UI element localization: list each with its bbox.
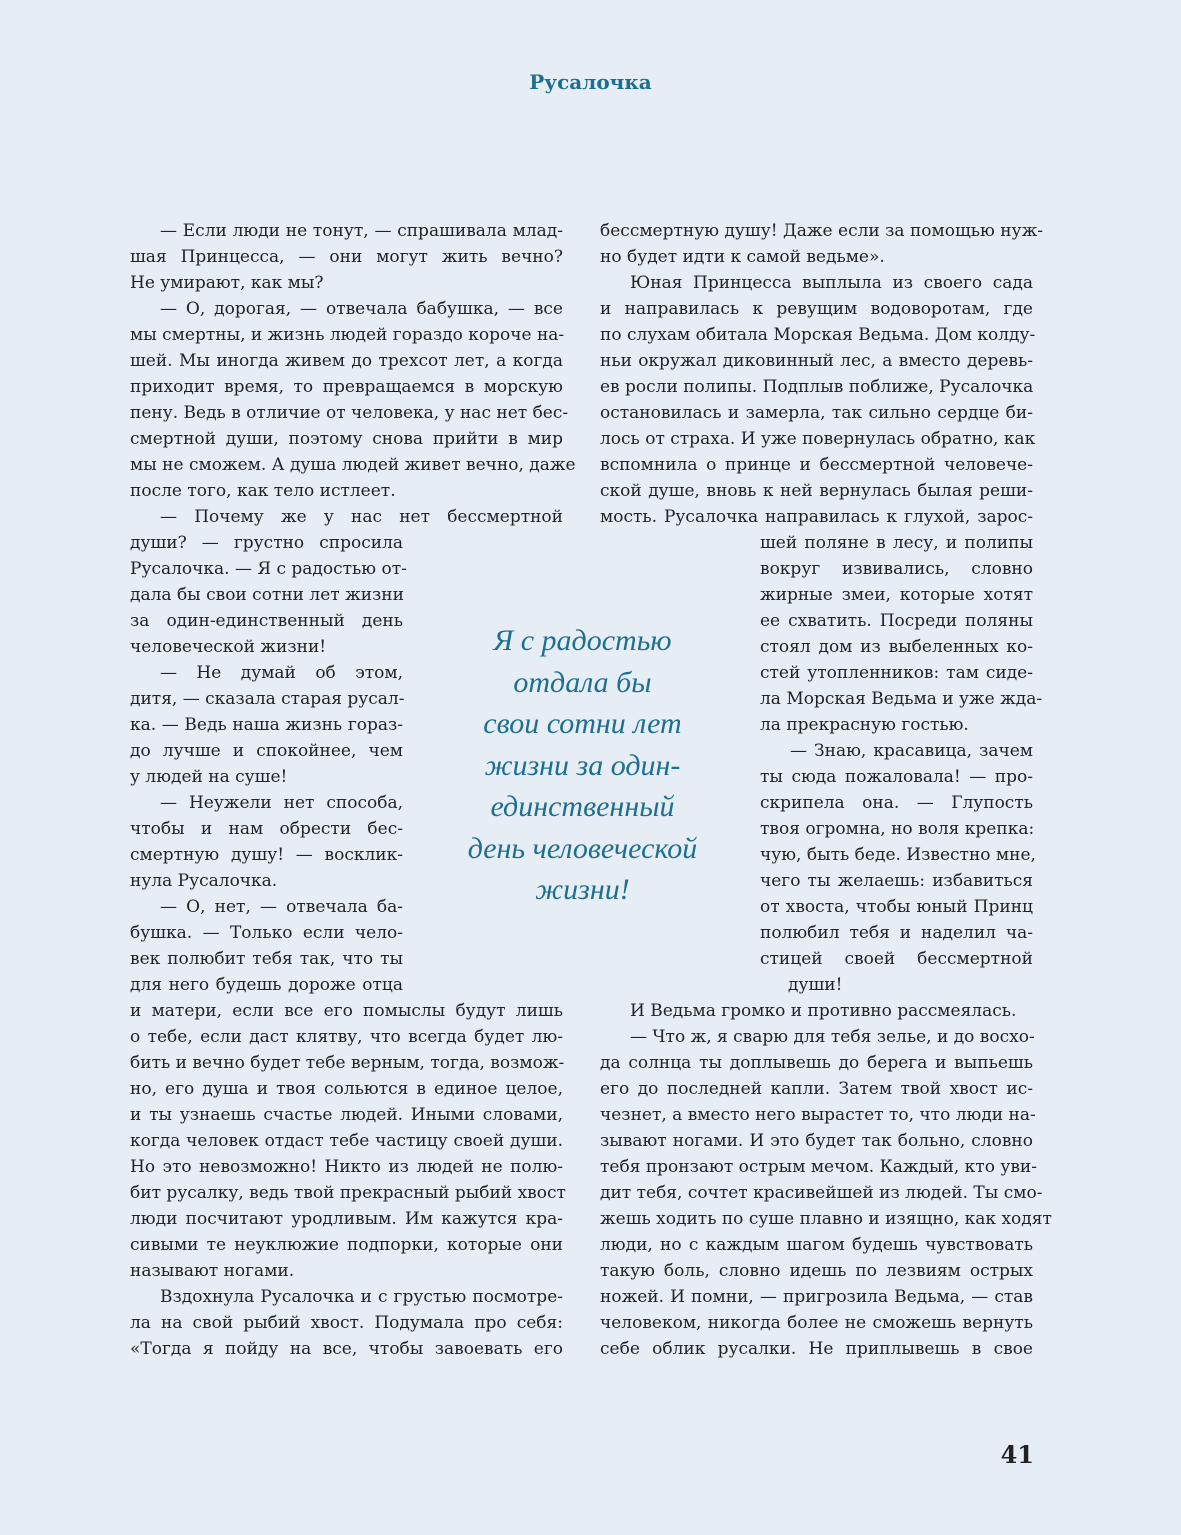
text-line: ее схватить. Посреди поляны xyxy=(760,611,1033,631)
text-line: чую, быть беде. Известно мне, xyxy=(760,845,1036,865)
text-line: ев росли полипы. Подплыв поближе, Русалочка xyxy=(600,377,1034,397)
text-line: мы смертны, и жизнь людей гораздо короче на- xyxy=(130,325,565,345)
text-line: «Тогда я пойду на все, чтобы завоевать его xyxy=(130,1339,563,1359)
text-line: нула Русалочка. xyxy=(130,871,278,891)
text-line: чтобы и нам обрести бес- xyxy=(130,819,403,839)
text-line: от хвоста, чтобы юный Принц xyxy=(760,897,1033,917)
text-line: — Неужели нет способа, xyxy=(160,793,403,813)
text-line: себе облик русалки. Не приплывешь в свое xyxy=(600,1339,1033,1359)
text-line: дала бы свои сотни лет жизни xyxy=(130,585,404,605)
text-line: пену. Ведь в отличие от человека, у нас нет бес- xyxy=(130,403,569,423)
text-line: дитя, — сказала старая русал- xyxy=(130,689,405,709)
text-line: смертной души, поэтому снова прийти в мир xyxy=(130,429,563,449)
text-line: Но это невозможно! Никто из людей не полю- xyxy=(130,1157,563,1177)
text-line: ножей. И помни, — пригрозила Ведьма, — став xyxy=(600,1287,1033,1307)
pull-quote xyxy=(440,620,725,911)
text-line: жешь ходить по суше плавно и изящно, как ходят xyxy=(600,1209,1052,1229)
text-line: такую боль, словно идешь по лезвиям острых xyxy=(600,1261,1033,1281)
text-line: Не умирают, как мы? xyxy=(130,273,324,293)
text-line: и матери, если все его помыслы будут лишь xyxy=(130,1001,563,1021)
text-line: век полюбит тебя так, что ты xyxy=(130,949,403,969)
text-line: дит тебя, сочтет красивейшей из людей. Ты смо- xyxy=(600,1183,1043,1203)
text-line: для него будешь дороже отца xyxy=(130,975,403,995)
pull-quote-line: Я с радостью xyxy=(493,624,672,657)
text-line: но, его душа и твоя сольются в единое целое, xyxy=(130,1079,563,1099)
text-line: и ты узнаешь счастье людей. Иными словами, xyxy=(130,1105,563,1125)
pull-quote-line: свои сотни лет xyxy=(483,707,682,740)
text-line: люди посчитают уродливым. Им кажутся кра- xyxy=(130,1209,563,1229)
text-line: люди, но с каждым шагом будешь чувствовать xyxy=(600,1235,1033,1255)
text-line: ка. — Ведь наша жизнь гораз- xyxy=(130,715,403,735)
text-line: ла прекрасную гостью. xyxy=(760,715,969,735)
text-line: мы не сможем. А душа людей живет вечно, даже xyxy=(130,455,576,475)
text-line: когда человек отдаст тебе частицу своей души. xyxy=(130,1131,563,1151)
text-line: чезнет, а вместо него вырастет то, что люди на- xyxy=(600,1105,1036,1125)
text-line: стей утопленников: там сиде- xyxy=(760,663,1033,683)
text-line: бит русалку, ведь твой прекрасный рыбий хвост xyxy=(130,1183,566,1203)
text-line: до лучше и спокойнее, чем xyxy=(130,741,403,761)
pull-quote-line: день человеческой xyxy=(467,831,698,865)
text-line: ской душе, вновь к ней вернулась былая реши- xyxy=(600,481,1033,501)
text-line: ла на свой рыбий хвост. Подумала про себя: xyxy=(130,1313,563,1333)
text-line: ньи окружал диковинный лес, а вместо деревь- xyxy=(600,351,1033,371)
text-line: после того, как тело истлеет. xyxy=(130,481,396,501)
text-line: — О, нет, — отвечала ба- xyxy=(160,897,403,917)
text-line: у людей на суше! xyxy=(130,767,288,787)
text-line: души? — грустно спросила xyxy=(130,533,403,553)
text-line: Юная Принцесса выплыла из своего сада xyxy=(630,273,1033,293)
text-line: жирные змеи, которые хотят xyxy=(760,585,1033,605)
text-line: его до последней капли. Затем твой хвост ис- xyxy=(600,1079,1033,1099)
pull-quote-line: отдала бы xyxy=(513,665,652,699)
text-line: по слухам обитала Морская Ведьма. Дом колду- xyxy=(600,325,1036,345)
text-line: стоял дом из выбеленных ко- xyxy=(760,637,1033,657)
text-line: называют ногами. xyxy=(130,1261,295,1281)
text-line: скрипела она. — Глупость xyxy=(760,793,1033,813)
text-line: вокруг извивались, словно xyxy=(760,559,1033,579)
text-line: — Что ж, я сварю для тебя зелье, и до восхо- xyxy=(630,1027,1035,1047)
text-line: стицей своей бессмертной xyxy=(760,949,1033,969)
text-line: Русалочка. — Я с радостью от- xyxy=(130,559,407,579)
text-line: чего ты желаешь: избавиться xyxy=(760,871,1033,891)
text-line: и направилась к ревущим водоворотам, где xyxy=(600,299,1033,319)
text-line: — О, дорогая, — отвечала бабушка, — все xyxy=(160,299,563,319)
text-line: человеком, никогда более не сможешь вернуть xyxy=(600,1313,1033,1333)
text-line: Вздохнула Русалочка и с грустью посмотре- xyxy=(160,1287,563,1307)
text-line: шей. Мы иногда живем до трехсот лет, а когда xyxy=(130,351,563,371)
pull-quote-line: единственный xyxy=(490,790,675,823)
text-line: сивыми те неуклюжие подпорки, которые они xyxy=(130,1235,563,1255)
text-line: зывают ногами. И это будет так больно, словно xyxy=(600,1131,1033,1151)
pull-quote-line: жизни за один- xyxy=(484,748,681,782)
text-line: ты сюда пожаловала! — про- xyxy=(760,767,1033,787)
running-header: Русалочка xyxy=(529,70,652,94)
text-line: вспомнила о принце и бессмертной человече- xyxy=(600,455,1033,475)
text-line: бить и вечно будет тебе верным, тогда, возмож- xyxy=(130,1053,565,1073)
text-line: души! xyxy=(788,975,843,995)
text-line: бушка. — Только если чело- xyxy=(130,923,403,943)
text-line: тебя пронзают острым мечом. Каждый, кто уви- xyxy=(600,1157,1037,1177)
page-number: 41 xyxy=(1000,1440,1034,1469)
text-line: человеческой жизни! xyxy=(130,637,327,657)
text-line: за один-единственный день xyxy=(130,611,403,631)
pull-quote-line: жизни! xyxy=(535,873,630,906)
text-line: шей поляне в лесу, и полипы xyxy=(760,533,1033,553)
text-line: твоя огромна, но воля крепка: xyxy=(760,819,1035,839)
text-line: приходит время, то превращаемся в морскую xyxy=(130,377,563,397)
text-line: ла Морская Ведьма и уже жда- xyxy=(760,689,1043,709)
text-line: шая Принцесса, — они могут жить вечно? xyxy=(130,247,563,267)
text-line: — Почему же у нас нет бессмертной xyxy=(160,507,563,527)
text-line: о тебе, если даст клятву, что всегда будет лю- xyxy=(130,1027,563,1047)
text-line: да солнца ты доплывешь до берега и выпьешь xyxy=(600,1053,1033,1073)
text-line: — Знаю, красавица, зачем xyxy=(790,741,1033,761)
text-line: мость. Русалочка направилась к глухой, зарос- xyxy=(600,507,1033,527)
text-line: — Не думай об этом, xyxy=(160,663,403,683)
text-line: лось от страха. И уже повернулась обратно, как xyxy=(600,429,1036,449)
text-line: — Если люди не тонут, — спрашивала млад- xyxy=(160,221,563,241)
text-line: смертную душу! — восклик- xyxy=(130,845,403,865)
text-line: полюбил тебя и наделил ча- xyxy=(760,923,1033,943)
text-line: остановилась и замерла, так сильно сердце би- xyxy=(600,403,1033,423)
text-line: И Ведьма громко и противно рассмеялась. xyxy=(630,1001,1017,1021)
text-line: бессмертную душу! Даже если за помощью нуж- xyxy=(600,221,1043,241)
text-line: но будет идти к самой ведьме». xyxy=(600,247,885,267)
